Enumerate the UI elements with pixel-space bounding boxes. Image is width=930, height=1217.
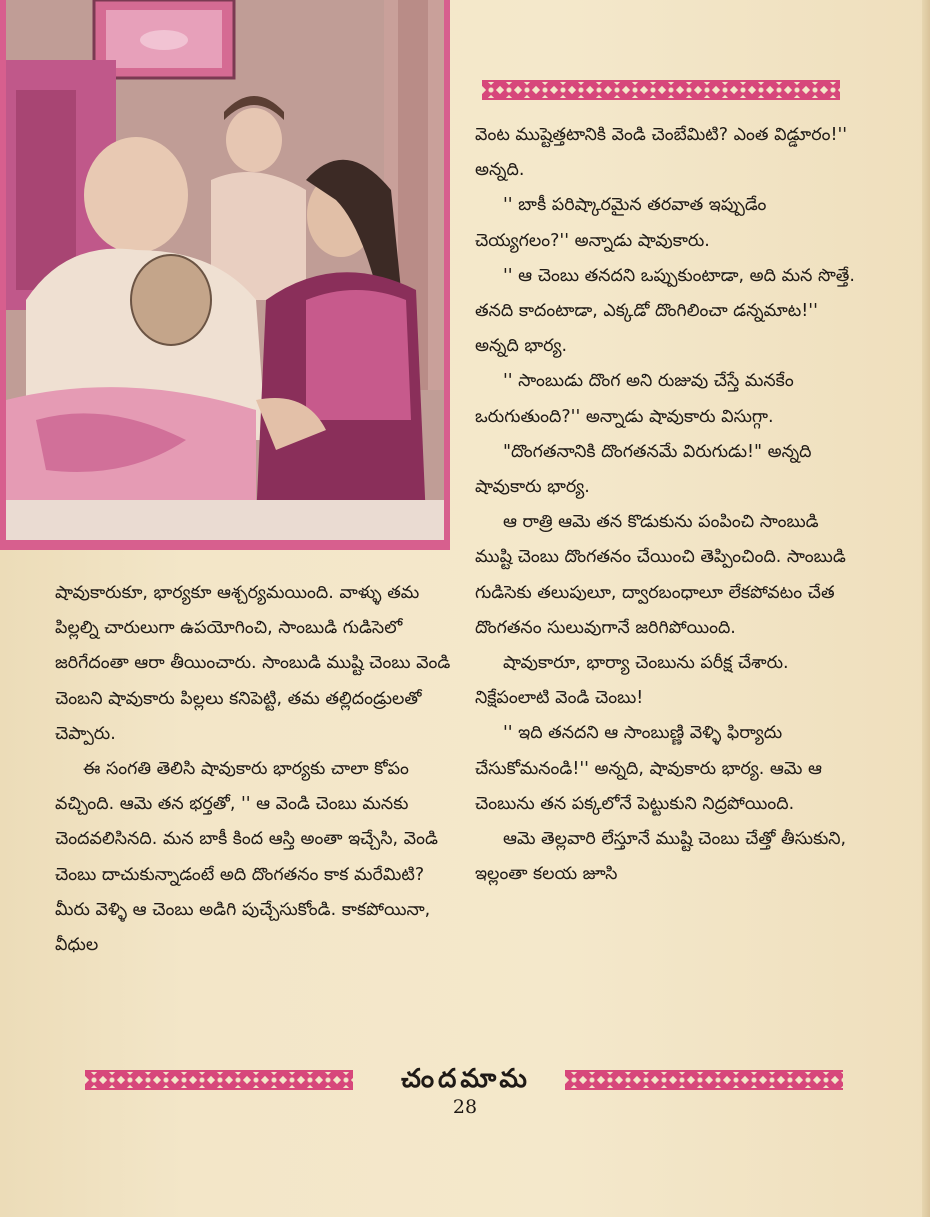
decorative-border-top xyxy=(482,80,840,100)
right-paragraph-1: వెంట ముష్టెత్తటానికి వెండి చెంబేమిటి? ఎంత విడ్డూరం!'' అన్నది. xyxy=(475,125,848,181)
right-paragraph-2: '' బాకీ పరిష్కారమైన తరవాత ఇప్పుడేం చెయ్యగలం?'' అన్నాడు షావుకారు. xyxy=(475,195,767,251)
right-paragraph-8: '' ఇది తనదని ఆ సాంబుణ్ణి వెళ్ళి ఫిర్యాదు చేసుకోమనండి!'' అన్నది, షావుకారు భార్య. ఆమె ఆ చెంబును తన పక్కలోనే పెట్టుకుని నిద్రపోయింది. xyxy=(475,723,822,814)
right-paragraph-6: ఆ రాత్రి ఆమె తన కొడుకును పంపించి సాంబుడి ముష్టి చెంబు దొంగతనం చేయించి తెప్పించింది. సాంబుడి గుడిసెకు తలుపులూ, ద్వారబంధాలూ లేకపోవటం చేత దొంగతనం సులువుగానే జరిగిపోయింది. xyxy=(475,512,846,638)
page-edge xyxy=(922,0,930,1217)
left-paragraph-1: షావుకారుకూ, భార్యకూ ఆశ్చర్యమయింది. వాళ్ళు తమ పిల్లల్ని చారులుగా ఉపయోగించి, సాంబుడి గుడిసెలో జరిగేదంతా ఆరా తీయించారు. సాంబుడి ముష్టి చెంబు వెండి చెంబని షావుకారు పిల్లలు కనిపెట్టి, తమ తల్లిదండ్రులతో చెప్పారు. xyxy=(55,583,451,744)
left-paragraph-2: ఈ సంగతి తెలిసి షావుకారు భార్యకు చాలా కోపం వచ్చింది. ఆమె తన భర్తతో, '' ఆ వెండి చెంబు మనకు చెందవలిసినది. మన బాకీ కింద ఆస్తి అంతా ఇచ్చేసి, వెండి చెంబు దాచుకున్నాడంటే అది దొంగతనం కాక మరేమిటి? మీరు వెళ్ళి ఆ చెంబు అడిగి పుచ్చేసుకోండి. కాకపోయినా, వీధుల xyxy=(55,759,438,956)
decorative-border-footer-right xyxy=(565,1070,843,1090)
right-paragraph-9: ఆమె తెల్లవారి లేస్తూనే ముష్టి చెంబు చేత్తో తీసుకుని, ఇల్లంతా కలయ జూసి xyxy=(475,829,847,885)
decorative-border-footer-left xyxy=(85,1070,353,1090)
right-paragraph-5: "దొంగతనానికి దొంగతనమే విరుగుడు!" అన్నది షావుకారు భార్య. xyxy=(475,441,812,498)
magazine-title: చందమామ xyxy=(401,1064,531,1094)
right-paragraph-7: షావుకారూ, భార్యా చెంబును పరీక్ష చేశారు. నిక్షేపంలాటి వెండి చెంబు! xyxy=(475,653,789,709)
right-paragraph-4: '' సాంబుడు దొంగ అని రుజువు చేస్తే మనకేం ఒరుగుతుంది?'' అన్నాడు షావుకారు విసుగ్గా. xyxy=(475,371,794,427)
illustration-drawing xyxy=(6,0,444,540)
right-text-column xyxy=(475,118,855,892)
page-number: 28 xyxy=(452,1096,478,1118)
left-text-column xyxy=(55,576,455,963)
right-paragraph-3: '' ఆ చెంబు తనదని ఒప్పుకుంటాడా, అది మన సొత్తే. తనది కాదంటాడా, ఎక్కడో దొంగిలించా డన్నమాట!'' అన్నది భార్య. xyxy=(475,265,855,357)
story-illustration xyxy=(0,0,450,550)
